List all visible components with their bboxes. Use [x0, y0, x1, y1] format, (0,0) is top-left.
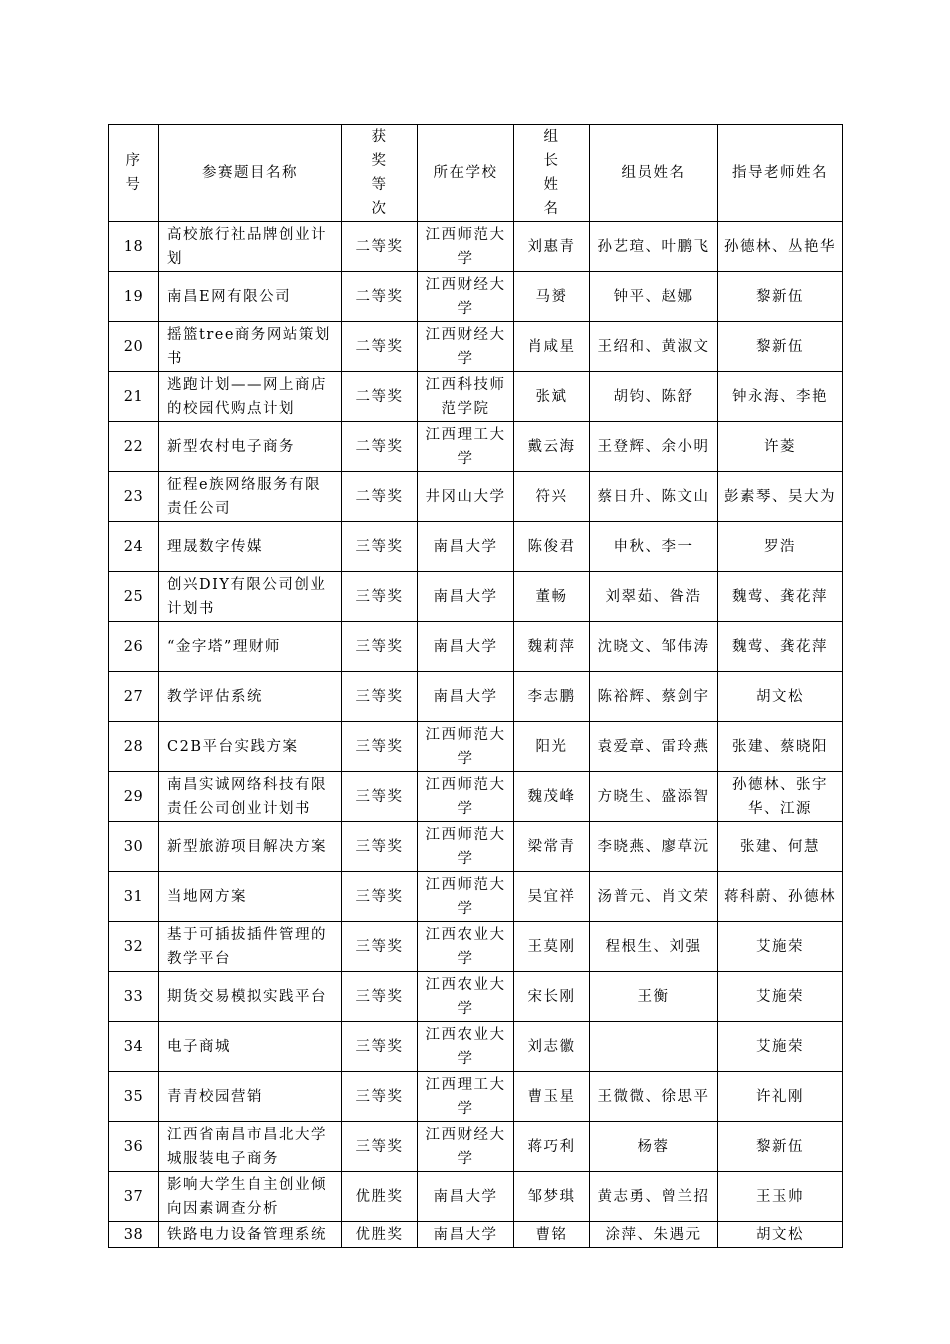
cell-team-members: 陈裕辉、蔡剑宇	[590, 672, 718, 722]
table-row	[109, 872, 843, 922]
cell-school: 江西师范大学	[418, 772, 514, 822]
table-row	[109, 672, 843, 722]
cell-school: 江西农业大学	[418, 1022, 514, 1072]
cell-project-title: 南昌E网有限公司	[159, 272, 342, 322]
cell-team-leader: 戴云海	[514, 422, 590, 472]
cell-team-leader: 张斌	[514, 372, 590, 422]
cell-team-leader: 马赟	[514, 272, 590, 322]
award-table	[108, 124, 843, 1248]
cell-school: 江西理工大学	[418, 1072, 514, 1122]
cell-team-members: 袁爱章、雷玲燕	[590, 722, 718, 772]
cell-project-title: 征程e族网络服务有限责任公司	[159, 472, 342, 522]
cell-serial-no: 20	[109, 322, 159, 372]
cell-school: 南昌大学	[418, 522, 514, 572]
cell-serial-no: 31	[109, 872, 159, 922]
cell-project-title: “金字塔”理财师	[159, 622, 342, 672]
cell-team-leader: 吴宜祥	[514, 872, 590, 922]
cell-award-level: 三等奖	[342, 822, 418, 872]
cell-school: 江西财经大学	[418, 1122, 514, 1172]
cell-team-members: 申秋、李一	[590, 522, 718, 572]
cell-team-members: 王衡	[590, 972, 718, 1022]
cell-advisor: 彭素琴、吴大为	[718, 472, 843, 522]
cell-serial-no: 26	[109, 622, 159, 672]
cell-school: 江西财经大学	[418, 322, 514, 372]
cell-award-level: 三等奖	[342, 622, 418, 672]
cell-serial-no: 33	[109, 972, 159, 1022]
cell-advisor: 王玉帅	[718, 1172, 843, 1222]
cell-award-level: 二等奖	[342, 222, 418, 272]
cell-serial-no: 23	[109, 472, 159, 522]
cell-team-members: 方晓生、盛添智	[590, 772, 718, 822]
cell-award-level: 三等奖	[342, 872, 418, 922]
cell-team-members: 刘翠茹、昝浩	[590, 572, 718, 622]
cell-award-level: 三等奖	[342, 722, 418, 772]
cell-serial-no: 25	[109, 572, 159, 622]
cell-award-level: 二等奖	[342, 472, 418, 522]
cell-project-title: C2B平台实践方案	[159, 722, 342, 772]
cell-award-level: 三等奖	[342, 1122, 418, 1172]
cell-serial-no: 28	[109, 722, 159, 772]
cell-team-leader: 梁常青	[514, 822, 590, 872]
cell-team-members: 涂萍、朱遇元	[590, 1222, 718, 1248]
header-award-level: 获奖等次	[342, 125, 418, 222]
table-row	[109, 622, 843, 672]
cell-project-title: 摇篮tree商务网站策划书	[159, 322, 342, 372]
cell-school: 南昌大学	[418, 1222, 514, 1248]
cell-advisor: 许礼刚	[718, 1072, 843, 1122]
cell-serial-no: 32	[109, 922, 159, 972]
cell-serial-no: 18	[109, 222, 159, 272]
cell-team-members: 孙艺瑄、叶鹏飞	[590, 222, 718, 272]
cell-advisor: 胡文松	[718, 672, 843, 722]
cell-advisor: 罗浩	[718, 522, 843, 572]
cell-serial-no: 21	[109, 372, 159, 422]
cell-award-level: 优胜奖	[342, 1172, 418, 1222]
cell-school: 江西理工大学	[418, 422, 514, 472]
cell-advisor: 艾施荣	[718, 1022, 843, 1072]
cell-school: 江西师范大学	[418, 722, 514, 772]
table-row	[109, 322, 843, 372]
table-row	[109, 422, 843, 472]
cell-school: 南昌大学	[418, 572, 514, 622]
table-row	[109, 1022, 843, 1072]
header-project-title: 参赛题目名称	[159, 125, 342, 222]
cell-team-members: 黄志勇、曾兰招	[590, 1172, 718, 1222]
cell-serial-no: 36	[109, 1122, 159, 1172]
cell-advisor: 孙德林、丛艳华	[718, 222, 843, 272]
header-advisor: 指导老师姓名	[718, 125, 843, 222]
table-row	[109, 372, 843, 422]
cell-team-leader: 魏莉萍	[514, 622, 590, 672]
header-school: 所在学校	[418, 125, 514, 222]
cell-award-level: 三等奖	[342, 572, 418, 622]
cell-serial-no: 22	[109, 422, 159, 472]
table-row	[109, 822, 843, 872]
table-row	[109, 522, 843, 572]
cell-team-members: 王绍和、黄淑文	[590, 322, 718, 372]
cell-project-title: 铁路电力设备管理系统	[159, 1222, 342, 1248]
cell-team-leader: 宋长刚	[514, 972, 590, 1022]
cell-award-level: 二等奖	[342, 372, 418, 422]
cell-award-level: 三等奖	[342, 972, 418, 1022]
table-body	[109, 222, 843, 1248]
table-row	[109, 772, 843, 822]
table-row	[109, 722, 843, 772]
cell-award-level: 二等奖	[342, 322, 418, 372]
cell-team-members: 程根生、刘强	[590, 922, 718, 972]
cell-advisor: 张建、何慧	[718, 822, 843, 872]
cell-team-leader: 李志鹏	[514, 672, 590, 722]
cell-project-title: 逃跑计划——网上商店的校园代购点计划	[159, 372, 342, 422]
cell-advisor: 许菱	[718, 422, 843, 472]
cell-team-leader: 魏茂峰	[514, 772, 590, 822]
cell-team-leader: 符兴	[514, 472, 590, 522]
table-row	[109, 472, 843, 522]
cell-team-members: 汤普元、肖文荣	[590, 872, 718, 922]
cell-school: 江西财经大学	[418, 272, 514, 322]
cell-serial-no: 30	[109, 822, 159, 872]
cell-school: 江西师范大学	[418, 222, 514, 272]
cell-school: 江西农业大学	[418, 972, 514, 1022]
cell-school: 井冈山大学	[418, 472, 514, 522]
cell-team-members: 钟平、赵娜	[590, 272, 718, 322]
table-row	[109, 572, 843, 622]
cell-serial-no: 19	[109, 272, 159, 322]
table-row	[109, 972, 843, 1022]
cell-project-title: 影响大学生自主创业倾向因素调查分析	[159, 1172, 342, 1222]
cell-school: 南昌大学	[418, 622, 514, 672]
cell-team-leader: 曹铭	[514, 1222, 590, 1248]
cell-team-leader: 蒋巧利	[514, 1122, 590, 1172]
table-row	[109, 922, 843, 972]
cell-serial-no: 35	[109, 1072, 159, 1122]
table-row	[109, 1122, 843, 1172]
cell-advisor: 魏莺、龚花萍	[718, 622, 843, 672]
cell-school: 南昌大学	[418, 672, 514, 722]
cell-advisor: 艾施荣	[718, 972, 843, 1022]
cell-award-level: 三等奖	[342, 1072, 418, 1122]
table-row	[109, 222, 843, 272]
table-row	[109, 272, 843, 322]
cell-serial-no: 34	[109, 1022, 159, 1072]
cell-award-level: 三等奖	[342, 922, 418, 972]
cell-team-members: 蔡日升、陈文山	[590, 472, 718, 522]
cell-project-title: 南昌实诚网络科技有限责任公司创业计划书	[159, 772, 342, 822]
header-team-members: 组员姓名	[590, 125, 718, 222]
cell-serial-no: 37	[109, 1172, 159, 1222]
cell-project-title: 江西省南昌市昌北大学城服装电子商务	[159, 1122, 342, 1172]
cell-team-leader: 曹玉星	[514, 1072, 590, 1122]
cell-team-leader: 董畅	[514, 572, 590, 622]
cell-serial-no: 38	[109, 1222, 159, 1248]
header-serial-no: 序号	[109, 125, 159, 222]
cell-project-title: 理晟数字传媒	[159, 522, 342, 572]
cell-school: 江西科技师范学院	[418, 372, 514, 422]
cell-team-members: 王微微、徐思平	[590, 1072, 718, 1122]
cell-advisor: 蒋科蔚、孙德林	[718, 872, 843, 922]
cell-school: 江西师范大学	[418, 872, 514, 922]
cell-advisor: 钟永海、李艳	[718, 372, 843, 422]
cell-award-level: 三等奖	[342, 772, 418, 822]
cell-advisor: 黎新伍	[718, 272, 843, 322]
cell-team-leader: 肖咸星	[514, 322, 590, 372]
cell-team-leader: 刘惠青	[514, 222, 590, 272]
cell-project-title: 新型农村电子商务	[159, 422, 342, 472]
cell-serial-no: 27	[109, 672, 159, 722]
cell-project-title: 期货交易模拟实践平台	[159, 972, 342, 1022]
cell-team-members: 沈晓文、邹伟涛	[590, 622, 718, 672]
cell-team-members: 李晓燕、廖草沅	[590, 822, 718, 872]
cell-team-leader: 邹梦琪	[514, 1172, 590, 1222]
cell-project-title: 青青校园营销	[159, 1072, 342, 1122]
cell-award-level: 二等奖	[342, 272, 418, 322]
cell-project-title: 基于可插拔插件管理的教学平台	[159, 922, 342, 972]
cell-school: 江西农业大学	[418, 922, 514, 972]
cell-project-title: 新型旅游项目解决方案	[159, 822, 342, 872]
table-row	[109, 1222, 843, 1248]
cell-award-level: 三等奖	[342, 672, 418, 722]
cell-school: 江西师范大学	[418, 822, 514, 872]
cell-team-members	[590, 1022, 718, 1072]
cell-advisor: 孙德林、张宇华、江源	[718, 772, 843, 822]
cell-advisor: 艾施荣	[718, 922, 843, 972]
cell-team-members: 王登辉、余小明	[590, 422, 718, 472]
cell-team-leader: 阳光	[514, 722, 590, 772]
cell-advisor: 胡文松	[718, 1222, 843, 1248]
cell-team-leader: 刘志徽	[514, 1022, 590, 1072]
cell-team-members: 杨蓉	[590, 1122, 718, 1172]
cell-project-title: 当地网方案	[159, 872, 342, 922]
cell-school: 南昌大学	[418, 1172, 514, 1222]
cell-serial-no: 24	[109, 522, 159, 572]
header-team-leader: 组长姓名	[514, 125, 590, 222]
cell-award-level: 二等奖	[342, 422, 418, 472]
cell-advisor: 黎新伍	[718, 322, 843, 372]
table-row	[109, 1072, 843, 1122]
cell-advisor: 黎新伍	[718, 1122, 843, 1172]
cell-advisor: 张建、蔡晓阳	[718, 722, 843, 772]
cell-project-title: 电子商城	[159, 1022, 342, 1072]
cell-project-title: 创兴DIY有限公司创业计划书	[159, 572, 342, 622]
cell-award-level: 三等奖	[342, 522, 418, 572]
cell-team-leader: 王莫刚	[514, 922, 590, 972]
cell-project-title: 教学评估系统	[159, 672, 342, 722]
cell-team-members: 胡钧、陈舒	[590, 372, 718, 422]
header-row	[109, 125, 843, 222]
cell-serial-no: 29	[109, 772, 159, 822]
cell-project-title: 高校旅行社品牌创业计划	[159, 222, 342, 272]
cell-award-level: 三等奖	[342, 1022, 418, 1072]
cell-advisor: 魏莺、龚花萍	[718, 572, 843, 622]
table-row	[109, 1172, 843, 1222]
cell-award-level: 优胜奖	[342, 1222, 418, 1248]
cell-team-leader: 陈俊君	[514, 522, 590, 572]
